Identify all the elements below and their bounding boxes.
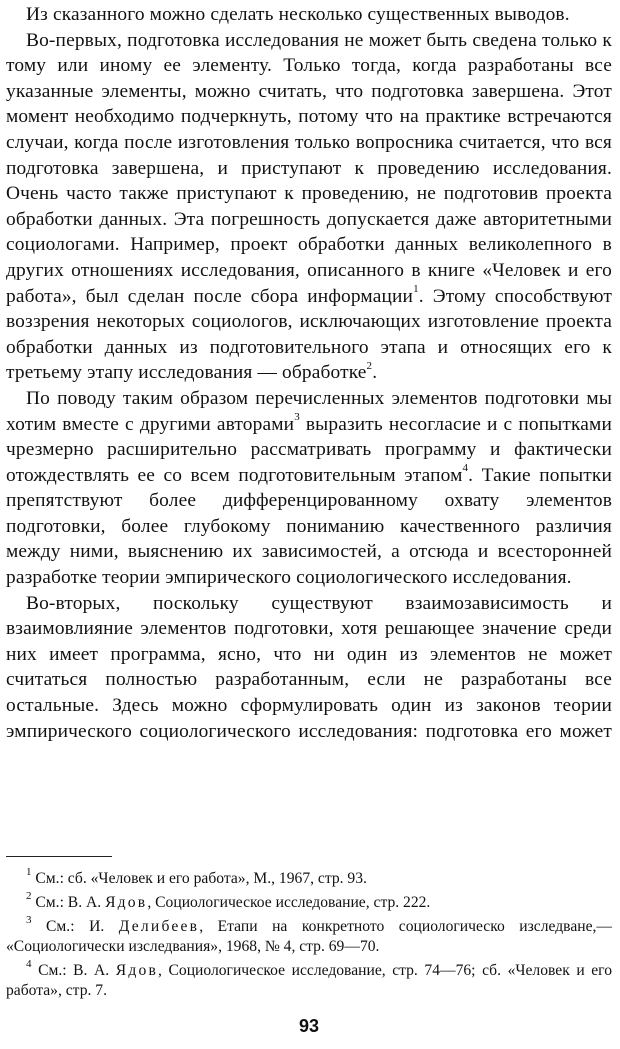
paragraph-2-text-b: . Этому способствуют воззрения некоторых социологов, исключающих изготовление проекта обработки данных из подготовительного этапа и относящих его к третьему этапу исследования — обработке	[6, 285, 612, 384]
main-text	[6, 2, 612, 744]
footnote-4-author: Ядов	[115, 962, 159, 979]
footnote-4-text-a: См.: В. А.	[31, 962, 116, 979]
footnote-2	[6, 889, 612, 913]
footnote-ref-3: 3	[294, 411, 300, 424]
paragraph-3-text-c: . Такие попытки препятствуют более дифференцированному охвату элементов подготовки, более глубокому пониманию качественного различия между ними, выяснению их зависимостей, а отсюда и всесторонней разработке теории эмпирического социологического исследования.	[6, 464, 612, 589]
footnote-1	[6, 865, 612, 889]
footnote-ref-4: 4	[462, 462, 469, 475]
paragraph-2-text-a: Во-первых, подготовка исследования не может быть сведена только к тому или иному ее элементу. Только тогда, когда разработаны все указанные элементы, можно считать, что подготовка завершена. Этот момент необходимо подчеркнуть, потому что на практике встречаются случаи, когда после изготовления только вопросника считается, что вся подготовка завершена, и приступают к проведению исследования. Очень часто также приступают к проведению, не подготовив проекта обработки данных. Эта погрешность допускается даже авторитетными социологами. Например, проект обработки данных великолепного в других отношениях исследования, описанного в книге «Человек и его работа», был сделан после сбора информации	[6, 29, 612, 307]
paragraph-3-text-a: По поводу таким образом перечисленных элементов подготовки мы хотим вместе с другими авторами	[6, 387, 612, 435]
footnote-3-text-b: , Етапи на конкретното социологическо изследване,— «Социологически изследвания», 1968, № 4, стр. 69—70.	[6, 918, 612, 955]
footnote-ref-1: 1	[413, 283, 419, 296]
footnote-ref-2: 2	[366, 359, 373, 372]
footnote-2-author: Ядов	[105, 894, 148, 911]
footnote-2-number: 2	[26, 889, 32, 902]
book-page	[6, 0, 612, 1049]
footnotes	[6, 865, 612, 1005]
paragraph-2	[6, 28, 612, 386]
paragraph-2-text-c: .	[372, 362, 378, 384]
footnote-3-text-a: См.: И.	[31, 918, 119, 935]
page-number: 93	[298, 1016, 320, 1036]
footnote-1-number: 1	[26, 865, 32, 878]
paragraph-3	[6, 386, 612, 591]
footnote-3	[6, 913, 612, 957]
footnote-3-number: 3	[26, 913, 32, 926]
footnote-2-text-a: См.: В. А.	[31, 894, 106, 911]
footnote-4-number: 4	[26, 957, 32, 970]
paragraph-3-text-b: выразить несогласие и с попытками чрезмерно расширительно рассматривать программу и фактически отождествлять ее со всем подготовительным этапом	[6, 413, 613, 486]
footnote-4-text-b: , Социологическое исследование, стр. 74—76; сб. «Человек и его работа», стр. 7.	[6, 962, 612, 999]
paragraph-1-text: Из сказанного можно сделать несколько существенных выводов.	[26, 4, 570, 25]
paragraph-4	[6, 591, 612, 745]
paragraph-4-text: Во-вторых, поскольку существуют взаимозависимость и взаимовлияние элементов подготовки, хотя решающее значение среди них имеет программа, ясно, что ни один из элементов не может считаться полностью разработанным, если не разработаны все остальные. Здесь можно сформулировать один из законов теории эмпирического социологического исследования: подготовка его может	[6, 592, 612, 742]
footnote-3-author: Делибеев	[118, 918, 200, 935]
paragraph-1	[6, 2, 612, 28]
footnote-divider	[6, 856, 112, 857]
footnote-2-text-b: , Социологическое исследование, стр. 222.	[147, 894, 431, 911]
footnote-1-text: См.: сб. «Человек и его работа», М., 1967, стр. 93.	[31, 870, 367, 887]
footnote-4	[6, 957, 612, 1001]
